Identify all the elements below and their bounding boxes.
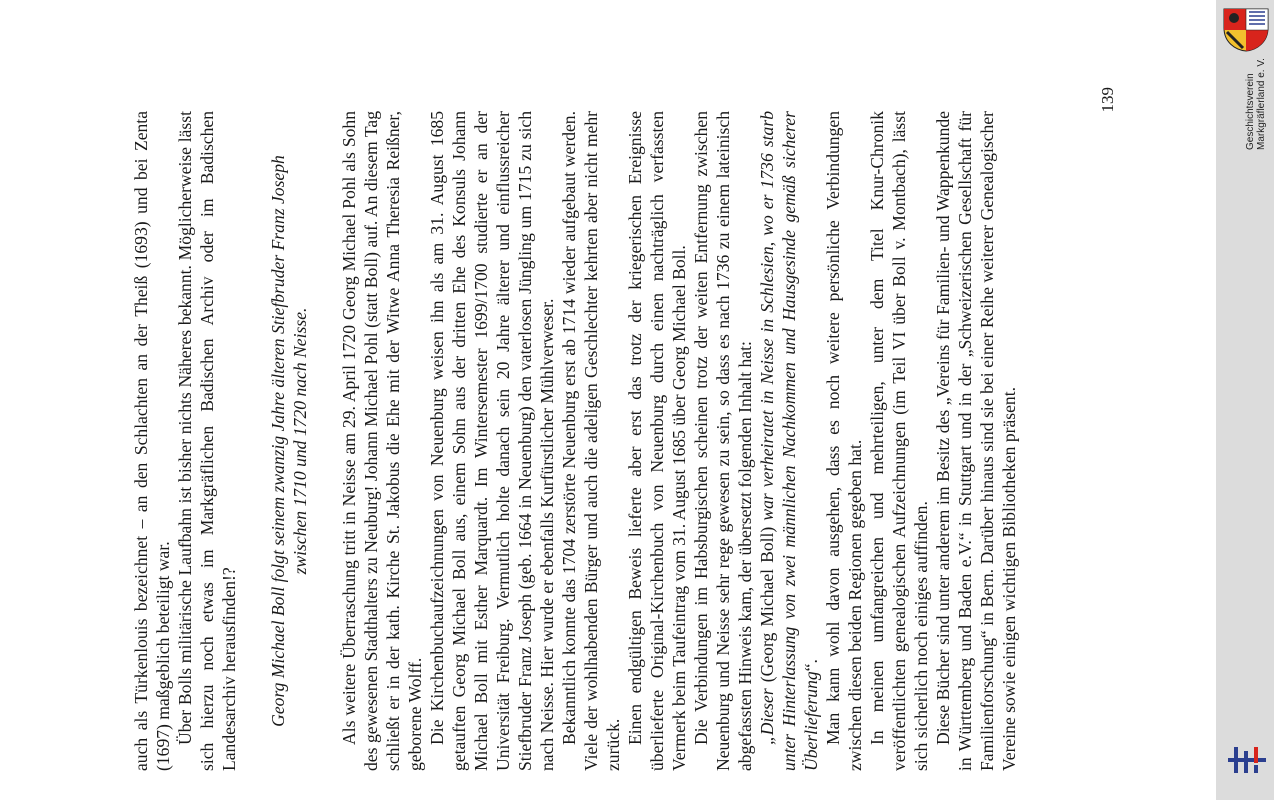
paragraph: auch als Türkenlouis bezeichnet – an den Schlachten an der Theiß (1693) und bei Zenta (1697) maßgeblich beteiligt war. [131,111,173,771]
quote-suffix: “. [801,659,821,672]
paragraph: Die Kirchenbuchaufzeichnungen von Neuenburg weisen ihn als am 31. August 1685 getauften Georg Michael Boll aus, einem Sohn aus der dritten Ehe des Konsuls Johann Michael Boll mit Esther Marquardt. Im Wintersemester 1699/1700 studierte er an der Universität Freiburg. Vermutlich holte danach sein 20 Jahre älterer und einflussreicher Stiefbruder Franz Joseph (geb. 1664 in Neuenburg) den vaterlosen Jüngling um 1715 zu sich nach Neisse. Hier wurde er ebenfalls Kurfürstlicher Mühlverweser. [427,111,557,771]
library-logo-icon [1226,745,1268,775]
organization-name [1245,58,1267,150]
paragraph: Als weitere Überraschung tritt in Neisse am 29. April 1720 Georg Michael Pohl als Sohn des gewesenen Stadthalters zu Neuburg! Johann Michael Pohl (statt Boll) auf. An diesem Tag schließt er in der kath. Kirche St. Jakobus die Ehe mit der Witwe Anna Theresia Reißner, geborene Wolff. [339,111,425,771]
quote-prefix: „Dieser [757,688,777,745]
quote-italic: war verheiratet in Neisse in Schlesien, wo er 1736 starb unter Hinterlassung von zwei männlichen Nachkommen und Hausgesinde gemäß sicherer Überlieferung [757,111,821,771]
org-line: Markgräflerland e. V. [1256,58,1267,150]
coat-of-arms-icon [1223,8,1269,52]
paragraph: Diese Bücher sind unter anderem im Besitz des „Vereins für Familien- und Wappenkunde in Württemberg und Baden e.V.“ in Stuttgart und in der „Schweizerischen Gesellschaft für Familienforschung“ in Bern. Darüber hinaus sind sie bei einer Reihe weiterer Genealogischer Vereine sowie einigen wichtigen Bibliotheken präsent. [933,111,1019,771]
quote-paragraph [756,111,822,771]
section-heading [267,111,311,771]
paragraph: Die Verbindungen im Habsburgischen scheinen trotz der weiten Entfernung zwischen Neuenburg und Neisse sehr rege gewesen zu sein, so dass es nach 1736 zu einem lateinisch abgefassten Hinweis kam, der übersetzt folgenden Inhalt hat: [691,111,755,771]
page-number: 139 [1098,87,1117,113]
paragraph: In meinen umfangreichen und mehrteiligen, unter dem Titel Knur-Chronik veröffentlichten genealogischen Aufzeichnungen (im Teil VI über Boll v. Montbach), lässt sich sicherlich noch einiges auffinden. [867,111,931,771]
paragraph: Man kann wohl davon ausgehen, dass es noch weitere persönliche Verbindungen zwischen diesen beiden Regionen gegeben hat. [823,111,865,771]
quote-middle: (Georg Michael Boll) [757,520,777,689]
paragraph: Einen endgültigen Beweis lieferte aber erst das trotz der kriegerischen Ereignisse überlieferte Original-Kirchenbuch von Neuenburg durch einen nachträglich verfassten Vermerk beim Taufeintrag vom 31. August 1685 über Georg Michael Boll. [625,111,689,771]
heading-line: zwischen 1710 und 1720 nach Neisse. [290,307,310,575]
paragraph: Über Bolls militärische Laufbahn ist bisher nichts Näheres bekannt. Möglicherweise lässt sich hierzu noch etwas im Markgräflichen Badischen Archiv oder im Badischen Landesarchiv herausfinden!? [175,111,239,771]
page-text [130,111,1020,771]
paragraph: Bekanntlich konnte das 1704 zerstörte Neuenburg erst ab 1714 wieder aufgebaut werden. Viele der wohlhabenden Bürger und auch die adeligen Geschlechter kehrten aber nicht mehr zurück. [559,111,623,771]
heading-line: Georg Michael Boll folgt seinem zwanzig Jahre älteren Stiefbruder Franz Joseph [268,155,288,727]
org-line: Geschichtsverein [1245,73,1256,150]
